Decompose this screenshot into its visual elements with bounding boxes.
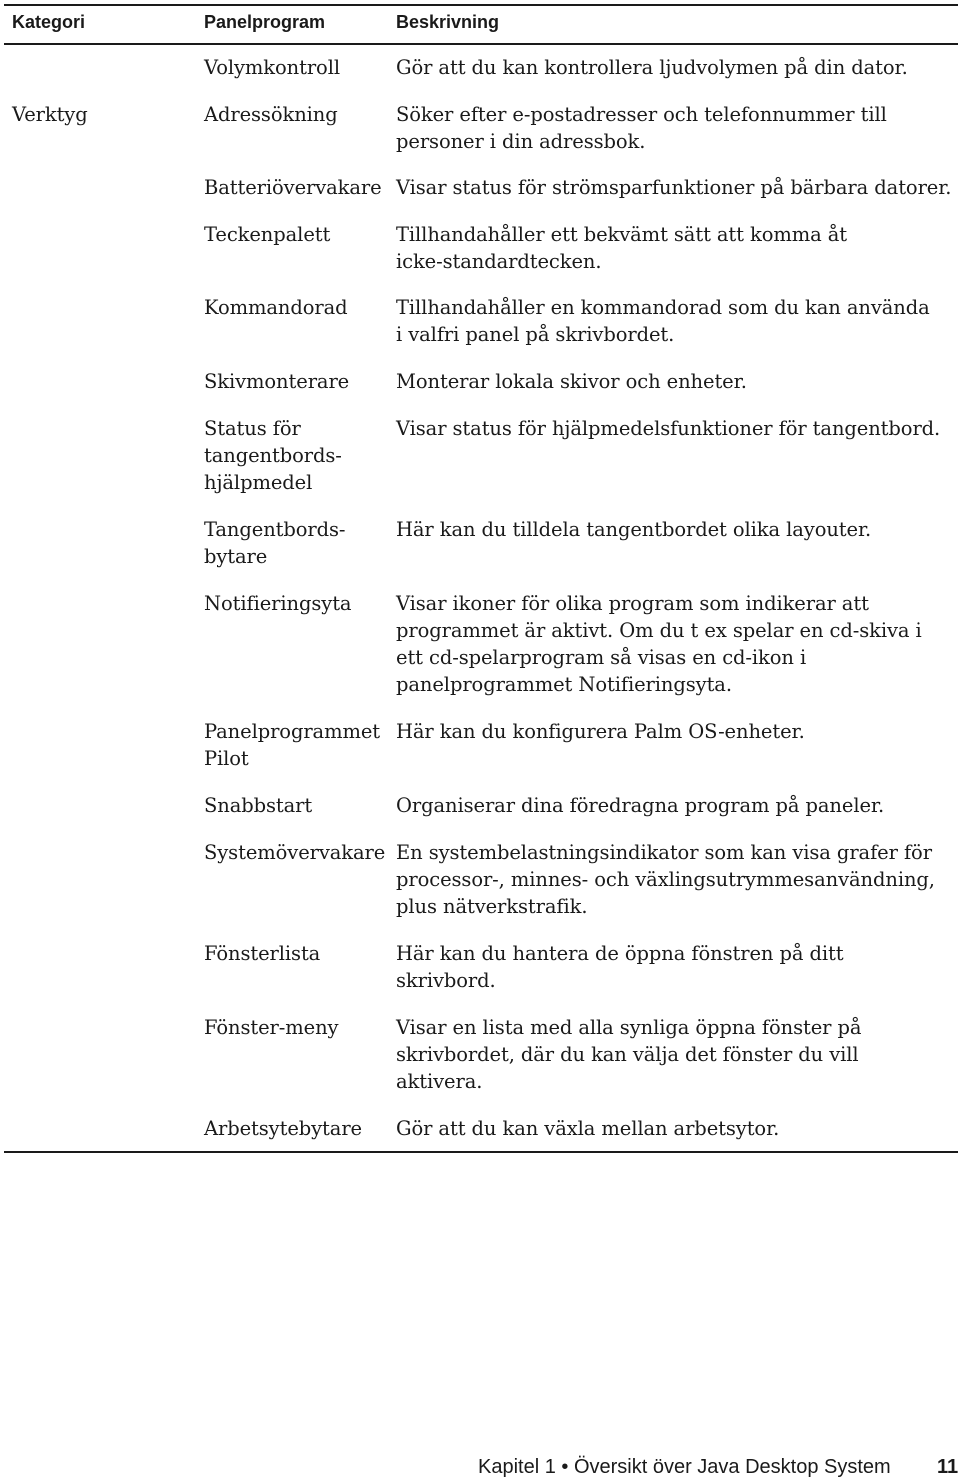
program-name-line: Tangentbords- xyxy=(204,518,346,541)
description-line: plus nätverkstrafik. xyxy=(396,895,588,918)
program-cell xyxy=(204,839,390,866)
description-line: programmet är aktivt. Om du t ex spelar en cd-skiva i xyxy=(396,619,922,642)
description-cell xyxy=(396,221,956,275)
program-name-line: Fönsterlista xyxy=(204,942,321,965)
description-line: Visar ikoner för olika program som indikerar att xyxy=(396,592,869,615)
description-line: En systembelastningsindikator som kan visa grafer för xyxy=(396,841,932,864)
program-name-line: Panelprogrammet xyxy=(204,720,381,743)
description-line: processor-, minnes- och växlingsutrymmesanvändning, xyxy=(396,868,935,891)
program-name-line: Skivmonterare xyxy=(204,370,350,393)
description-cell xyxy=(396,101,956,155)
description-line: Här kan du konfigurera Palm OS-enheter. xyxy=(396,720,805,743)
description-line: Gör att du kan kontrollera ljudvolymen på din dator. xyxy=(396,56,908,79)
description-cell xyxy=(396,792,956,819)
description-line: Gör att du kan växla mellan arbetsytor. xyxy=(396,1117,780,1140)
description-line: personer i din adressbok. xyxy=(396,130,646,153)
table-header-row xyxy=(0,0,960,44)
program-cell xyxy=(204,101,390,128)
description-line: Här kan du hantera de öppna fönstren på ditt xyxy=(396,942,844,965)
description-cell xyxy=(396,516,956,543)
description-line: i valfri panel på skrivbordet. xyxy=(396,323,675,346)
description-line: ett cd-spelarprogram så visas en cd-ikon i xyxy=(396,646,807,669)
program-name-line: bytare xyxy=(204,545,268,568)
program-cell xyxy=(204,1014,390,1041)
header-panelprogram: Panelprogram xyxy=(204,12,326,32)
description-cell xyxy=(396,590,956,698)
description-line: panelprogrammet Notifieringsyta. xyxy=(396,673,732,696)
program-cell xyxy=(204,590,390,617)
header-beskrivning: Beskrivning xyxy=(396,12,500,32)
description-line: Organiserar dina föredragna program på paneler. xyxy=(396,794,885,817)
program-cell xyxy=(204,221,390,248)
footer-chapter-title: Kapitel 1 • Översikt över Java Desktop System xyxy=(478,1456,891,1478)
program-cell xyxy=(204,940,390,967)
description-cell xyxy=(396,54,956,81)
description-line: Här kan du tilldela tangentbordet olika layouter. xyxy=(396,518,872,541)
description-cell xyxy=(396,718,956,745)
header-kategori: Kategori xyxy=(12,12,86,32)
description-line: skrivbordet, där du kan välja det fönster du vill xyxy=(396,1043,859,1066)
description-line: Visar status för hjälpmedelsfunktioner för tangentbord. xyxy=(396,417,941,440)
program-name-line: tangentbords- xyxy=(204,444,342,467)
program-cell xyxy=(204,415,390,496)
program-cell xyxy=(204,718,390,772)
description-line: aktivera. xyxy=(396,1070,483,1093)
program-cell xyxy=(204,294,390,321)
page-number: 11 xyxy=(937,1456,959,1478)
program-name-line: Snabbstart xyxy=(204,794,313,817)
program-name-line: hjälpmedel xyxy=(204,471,313,494)
table-bottom-rule xyxy=(4,1151,958,1153)
program-cell xyxy=(204,792,390,819)
description-line: Visar status för strömsparfunktioner på bärbara datorer. xyxy=(396,176,952,199)
program-cell xyxy=(204,368,390,395)
program-name-line: Fönster-meny xyxy=(204,1016,339,1039)
description-cell xyxy=(396,415,956,442)
program-cell xyxy=(204,1115,390,1142)
program-name-line: Arbetsytebytare xyxy=(204,1117,362,1140)
category-cell: Verktyg xyxy=(12,103,88,126)
description-cell xyxy=(396,368,956,395)
description-line: Monterar lokala skivor och enheter. xyxy=(396,370,747,393)
program-name-line: Kommandorad xyxy=(204,296,348,319)
program-name-line: Volymkontroll xyxy=(204,56,340,79)
program-name-line: Batteriövervakare xyxy=(204,176,382,199)
description-cell xyxy=(396,174,956,201)
description-cell xyxy=(396,839,956,920)
program-name-line: Notifieringsyta xyxy=(204,592,352,615)
description-line: Tillhandahåller ett bekvämt sätt att komma åt xyxy=(396,223,848,246)
description-line: icke-standardtecken. xyxy=(396,250,602,273)
description-line: Visar en lista med alla synliga öppna fönster på xyxy=(396,1016,862,1039)
description-line: Tillhandahåller en kommandorad som du kan använda xyxy=(396,296,930,319)
program-name-line: Systemövervakare xyxy=(204,841,386,864)
description-cell xyxy=(396,940,956,994)
description-cell xyxy=(396,1014,956,1095)
program-name-line: Teckenpalett xyxy=(204,223,331,246)
program-name-line: Pilot xyxy=(204,747,249,770)
program-name-line: Adressökning xyxy=(204,103,338,126)
description-line: Söker efter e-postadresser och telefonnummer till xyxy=(396,103,887,126)
program-cell xyxy=(204,174,390,201)
table-header-rule xyxy=(4,43,958,45)
program-cell xyxy=(204,54,390,81)
description-cell xyxy=(396,294,956,348)
program-name-line: Status för xyxy=(204,417,301,440)
program-cell xyxy=(204,516,390,570)
description-line: skrivbord. xyxy=(396,969,496,992)
description-cell xyxy=(396,1115,956,1142)
